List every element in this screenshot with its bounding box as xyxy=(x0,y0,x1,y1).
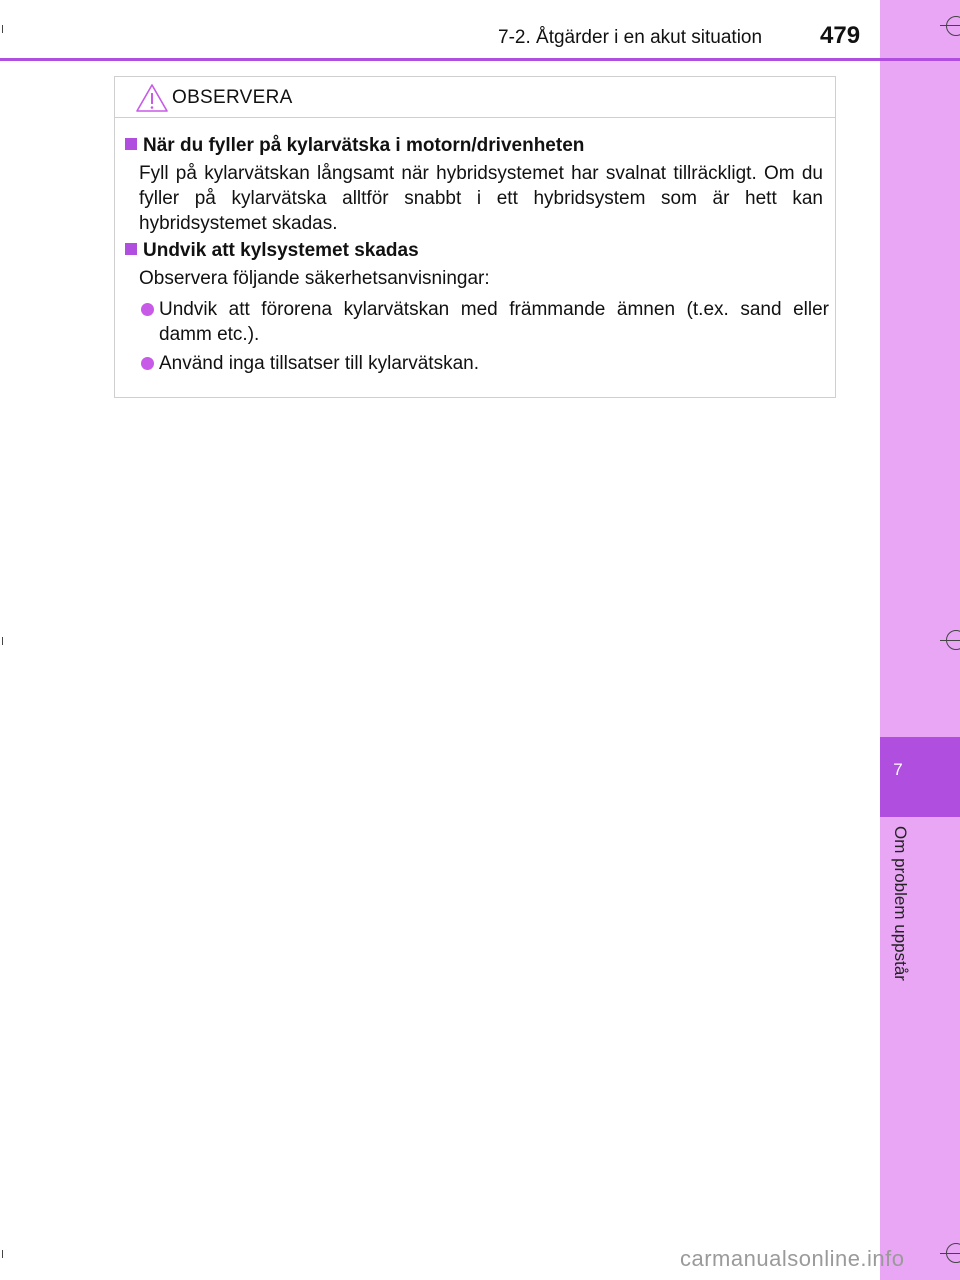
section-paragraph: Observera följande säkerhetsanvisningar: xyxy=(139,268,490,289)
caution-title: OBSERVERA xyxy=(172,87,293,108)
page-number: 479 xyxy=(820,22,861,49)
warning-triangle-icon xyxy=(135,83,169,113)
square-bullet-icon xyxy=(125,243,137,255)
section-heading: Undvik att kylsystemet skadas xyxy=(125,240,419,262)
crop-mark xyxy=(940,1253,960,1254)
section-paragraph: Fyll på kylarvätskan långsamt när hybridsystemet har svalnat tillräckligt. Om du fyller på kylarvätska alltför snabbt i ett hybridsystem som är hett kan hybridsystemet skadas. xyxy=(139,163,823,234)
section-title: 7-2. Åtgärder i en akut situation xyxy=(498,27,763,48)
list-item: Använd inga tillsatser till kylarvätskan. xyxy=(139,351,829,376)
crop-mark xyxy=(2,637,3,645)
round-bullet-icon xyxy=(141,303,154,316)
caution-header xyxy=(115,77,835,118)
chapter-number: 7 xyxy=(893,760,903,779)
chapter-title: Om problem uppstår xyxy=(891,826,910,981)
section-heading: När du fyller på kylarvätska i motorn/drivenheten xyxy=(125,135,584,157)
watermark: carmanualsonline.info xyxy=(680,1246,905,1271)
header-rule xyxy=(0,58,960,61)
caution-box xyxy=(114,76,836,398)
registration-mark xyxy=(946,16,960,36)
crop-mark xyxy=(940,640,960,641)
round-bullet-icon xyxy=(141,357,154,370)
crop-mark xyxy=(2,25,3,33)
crop-mark xyxy=(940,25,960,26)
list-item: Undvik att förorena kylarvätskan med främmande ämnen (t.ex. sand eller damm etc.). xyxy=(139,297,829,347)
crop-mark xyxy=(2,1250,3,1258)
square-bullet-icon xyxy=(125,138,137,150)
